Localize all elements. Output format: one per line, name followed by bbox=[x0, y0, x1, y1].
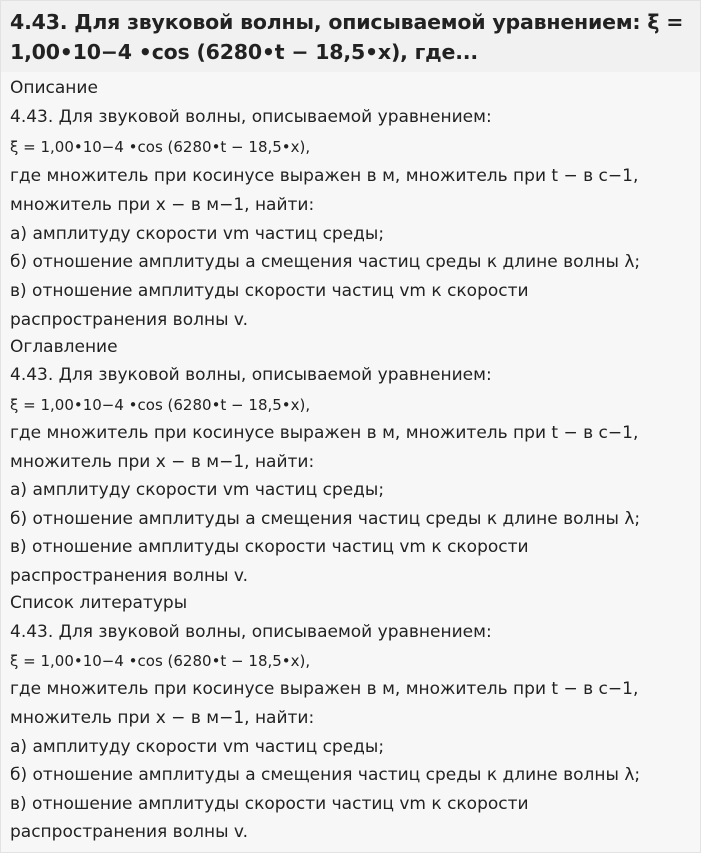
text-line: в) отношение амплитуды скорости частиц vm к скорости bbox=[10, 281, 529, 301]
text-line: множитель при x − в м−1, найти: bbox=[10, 708, 315, 728]
text-line: в) отношение амплитуды скорости частиц vm к скорости bbox=[10, 794, 529, 814]
text-line: в) отношение амплитуды скорости частиц vm к скорости bbox=[10, 537, 529, 557]
title-bar bbox=[1, 1, 700, 73]
text-line: б) отношение амплитуды а смещения частиц среды к длине волны λ; bbox=[10, 509, 641, 529]
text-line: распространения волны v. bbox=[10, 566, 249, 586]
formula-line: ξ = 1,00•10−4 •cos (6280•t − 18,5•x), bbox=[10, 138, 311, 156]
text-line: а) амплитуду скорости vm частиц среды; bbox=[10, 737, 385, 757]
text-line: б) отношение амплитуды а смещения частиц среды к длине волны λ; bbox=[10, 765, 641, 785]
text-line: 4.43. Для звуковой волны, описываемой уравнением: bbox=[10, 622, 492, 642]
section-heading-description: Описание bbox=[10, 78, 98, 98]
text-line: множитель при x − в м−1, найти: bbox=[10, 452, 315, 472]
text-line: множитель при x − в м−1, найти: bbox=[10, 195, 315, 215]
section-heading-references: Список литературы bbox=[10, 593, 188, 613]
text-line: где множитель при косинусе выражен в м, множитель при t − в с−1, bbox=[10, 679, 639, 699]
formula-line: ξ = 1,00•10−4 •cos (6280•t − 18,5•x), bbox=[10, 396, 311, 414]
text-line: где множитель при косинусе выражен в м, множитель при t − в с−1, bbox=[10, 423, 639, 443]
text-line: распространения волны v. bbox=[10, 822, 249, 842]
text-line: распространения волны v. bbox=[10, 310, 249, 330]
text-line: 4.43. Для звуковой волны, описываемой уравнением: bbox=[10, 107, 492, 127]
page-title: 4.43. Для звуковой волны, описываемой уравнением: ξ = 1,00•10−4 •cos (6280•t − 18,5•x), где... bbox=[10, 10, 684, 64]
text-line: 4.43. Для звуковой волны, описываемой уравнением: bbox=[10, 365, 492, 385]
text-line: где множитель при косинусе выражен в м, множитель при t − в с−1, bbox=[10, 166, 639, 186]
content-area bbox=[1, 72, 700, 852]
section-heading-contents: Оглавление bbox=[10, 337, 118, 357]
text-line: а) амплитуду скорости vm частиц среды; bbox=[10, 480, 385, 500]
formula-line: ξ = 1,00•10−4 •cos (6280•t − 18,5•x), bbox=[10, 652, 311, 670]
text-line: а) амплитуду скорости vm частиц среды; bbox=[10, 224, 385, 244]
text-line: б) отношение амплитуды а смещения частиц среды к длине волны λ; bbox=[10, 252, 641, 272]
